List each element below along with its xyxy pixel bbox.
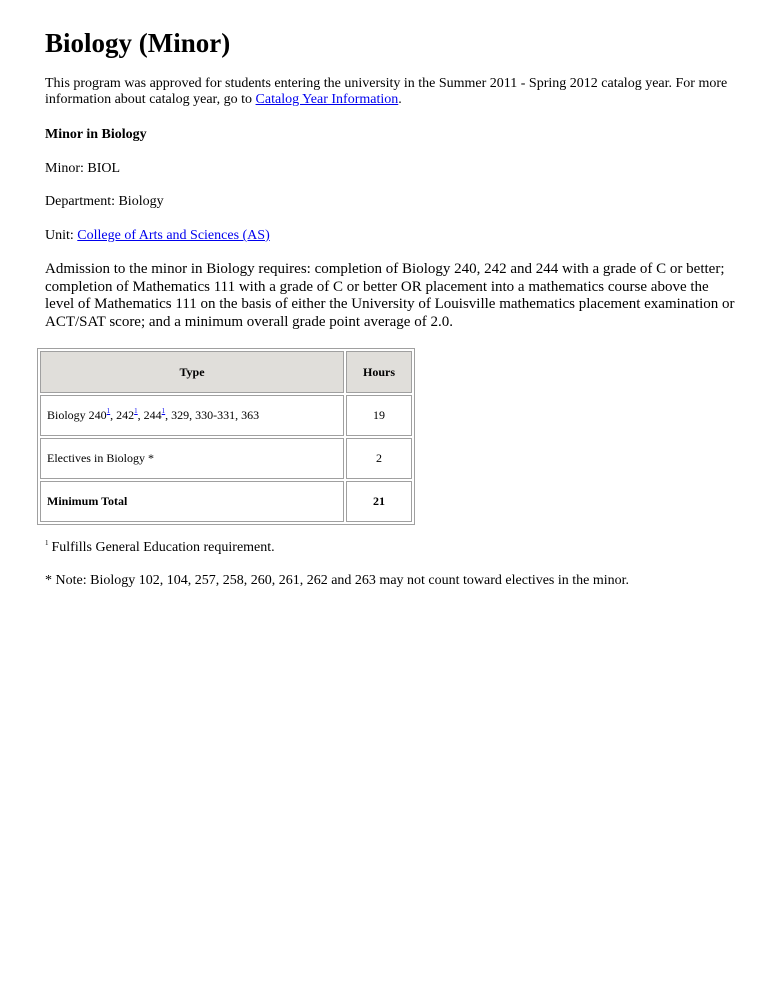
page-title: Biology (Minor) <box>45 28 231 58</box>
catalog-year-intro <box>45 76 745 108</box>
admission-line-1: Admission to the minor in Biology requires: completion of Biology 240, 242 and 244 with a grade of C or better; <box>45 261 725 277</box>
requirements-table <box>37 348 415 525</box>
table-row <box>40 438 412 479</box>
table-row-total <box>40 481 412 522</box>
type-cell <box>40 395 344 436</box>
footnote-link[interactable]: 1 <box>106 407 111 415</box>
intro-text: This program was approved for students entering the university in the Summer 2011 - Spring 2012 catalog year. For more information about catalog year, go to <box>45 76 728 107</box>
footnote-text: Fulfills General Education requirement. <box>51 540 275 555</box>
total-hours-cell: 21 <box>346 481 412 522</box>
course-text: , 244 <box>137 408 162 422</box>
catalog-year-information-link[interactable]: Catalog Year Information <box>255 92 399 107</box>
college-link[interactable]: College of Arts and Sciences (AS) <box>77 228 270 243</box>
total-label-cell: Minimum Total <box>40 481 344 522</box>
footnote-link[interactable]: 1 <box>161 407 166 415</box>
electives-note: * Note: Biology 102, 104, 257, 258, 260, 261, 262 and 263 may not count toward electives in the minor. <box>45 573 630 588</box>
course-text: , 242 <box>110 408 135 422</box>
footnote-marker: 1 <box>45 539 49 547</box>
admission-requirements <box>45 261 745 331</box>
unit <box>45 228 270 244</box>
hours-cell: 2 <box>346 438 412 479</box>
footnote-link[interactable]: 1 <box>134 407 138 415</box>
type-header: Type <box>40 351 344 393</box>
footnote-1 <box>45 540 275 556</box>
course-text: Biology 240 <box>47 408 107 422</box>
admission-line-3: level of Mathematics 111 on the basis of either the University of Louisville mathematics placement examination or <box>45 296 735 312</box>
minor-code: Minor: BIOL <box>45 161 121 176</box>
minor-subheading: Minor in Biology <box>45 127 147 142</box>
admission-line-4: ACT/SAT score; and a minimum overall grade point average of 2.0. <box>45 313 453 330</box>
department: Department: Biology <box>45 194 164 209</box>
type-cell: Electives in Biology * <box>40 438 344 479</box>
hours-header: Hours <box>346 351 412 393</box>
intro-text-end: . <box>398 92 402 107</box>
admission-line-2: completion of Mathematics 111 with a grade of C or better OR placement into a mathematics course above the <box>45 278 709 295</box>
hours-cell: 19 <box>346 395 412 436</box>
unit-label: Unit: <box>45 228 78 243</box>
table-row <box>40 395 412 436</box>
table-header-row <box>40 351 412 393</box>
course-text: , 329, 330-331, 363 <box>165 408 260 422</box>
